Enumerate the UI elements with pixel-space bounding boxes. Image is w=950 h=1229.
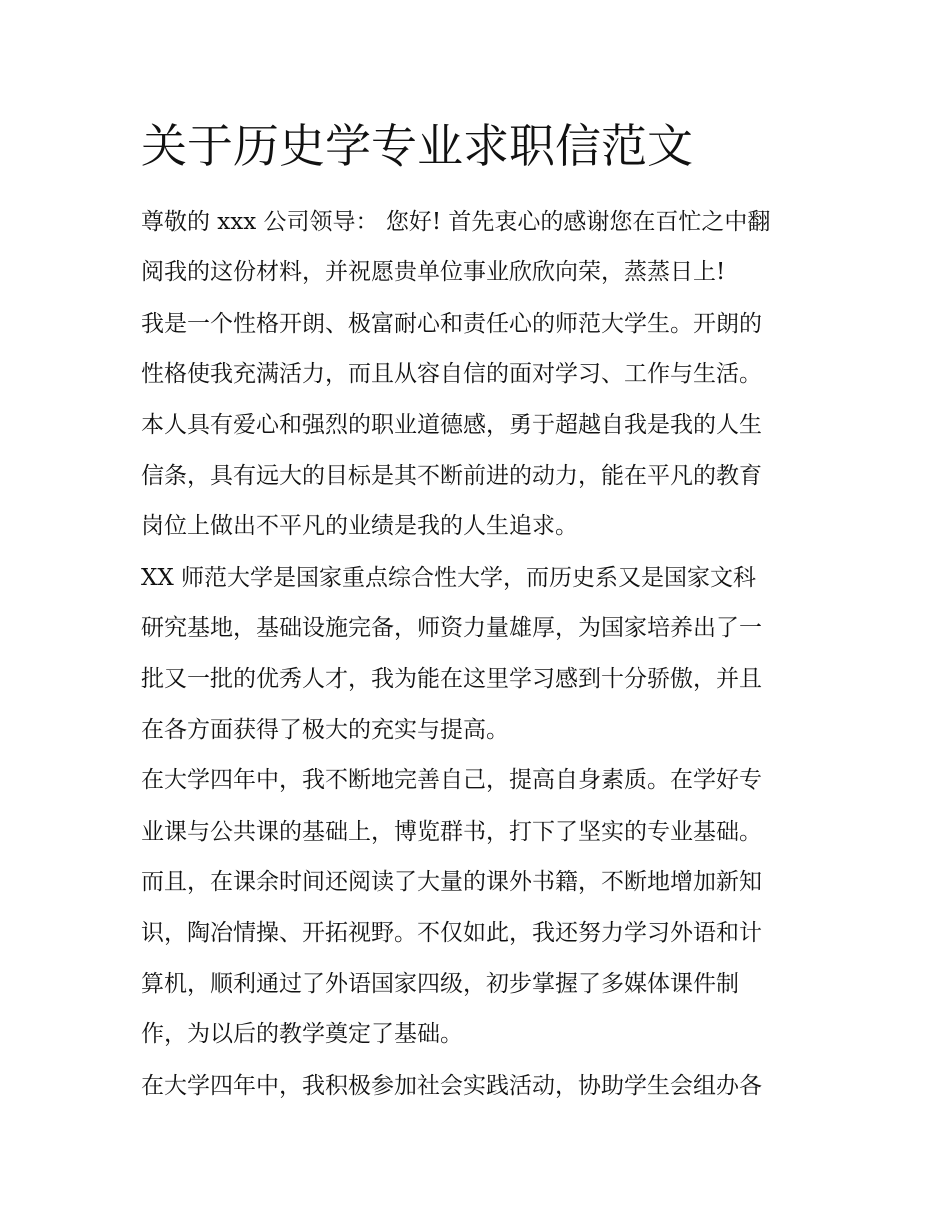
body-line: 信条，具有远大的目标是其不断前进的动力，能在平凡的教育 — [141, 463, 762, 489]
body-line: 性格使我充满活力，而且从容自信的面对学习、工作与生活。 — [141, 361, 762, 387]
body-line: 尊敬的 xxx 公司领导： 您好! 首先衷心的感谢您在百忙之中翻 — [141, 209, 771, 235]
body-line: 岗位上做出不平凡的业绩是我的人生追求。 — [141, 513, 578, 539]
body-line: 而且，在课余时间还阅读了大量的课外书籍，不断地增加新知 — [141, 869, 762, 895]
body-line: 阅我的这份材料，并祝愿贵单位事业欣欣向荣，蒸蒸日上! — [141, 259, 726, 285]
body-line: 在各方面获得了极大的充实与提高。 — [141, 717, 509, 743]
body-line: XX 师范大学是国家重点综合性大学，而历史系又是国家文科 — [141, 565, 757, 591]
body-line: 本人具有爱心和强烈的职业道德感，勇于超越自我是我的人生 — [141, 412, 762, 438]
body-line: 我是一个性格开朗、极富耐心和责任心的师范大学生。开朗的 — [141, 311, 762, 337]
body-line: 算机，顺利通过了外语国家四级，初步掌握了多媒体课件制 — [141, 971, 739, 997]
body-line: 研究基地，基础设施完备，师资力量雄厚，为国家培养出了一 — [141, 615, 762, 641]
body-line: 在大学四年中，我不断地完善自己，提高自身素质。在学好专 — [141, 767, 762, 793]
body-line: 识，陶冶情操、开拓视野。不仅如此，我还努力学习外语和计 — [141, 920, 762, 946]
body-line: 业课与公共课的基础上，博览群书，打下了坚实的专业基础。 — [141, 819, 762, 845]
body-line: 作，为以后的教学奠定了基础。 — [141, 1021, 463, 1047]
body-line: 批又一批的优秀人才，我为能在这里学习感到十分骄傲，并且 — [141, 666, 762, 692]
document-title: 关于历史学专业求职信范文 — [141, 119, 693, 173]
body-line: 在大学四年中，我积极参加社会实践活动，协助学生会组办各 — [141, 1073, 762, 1099]
